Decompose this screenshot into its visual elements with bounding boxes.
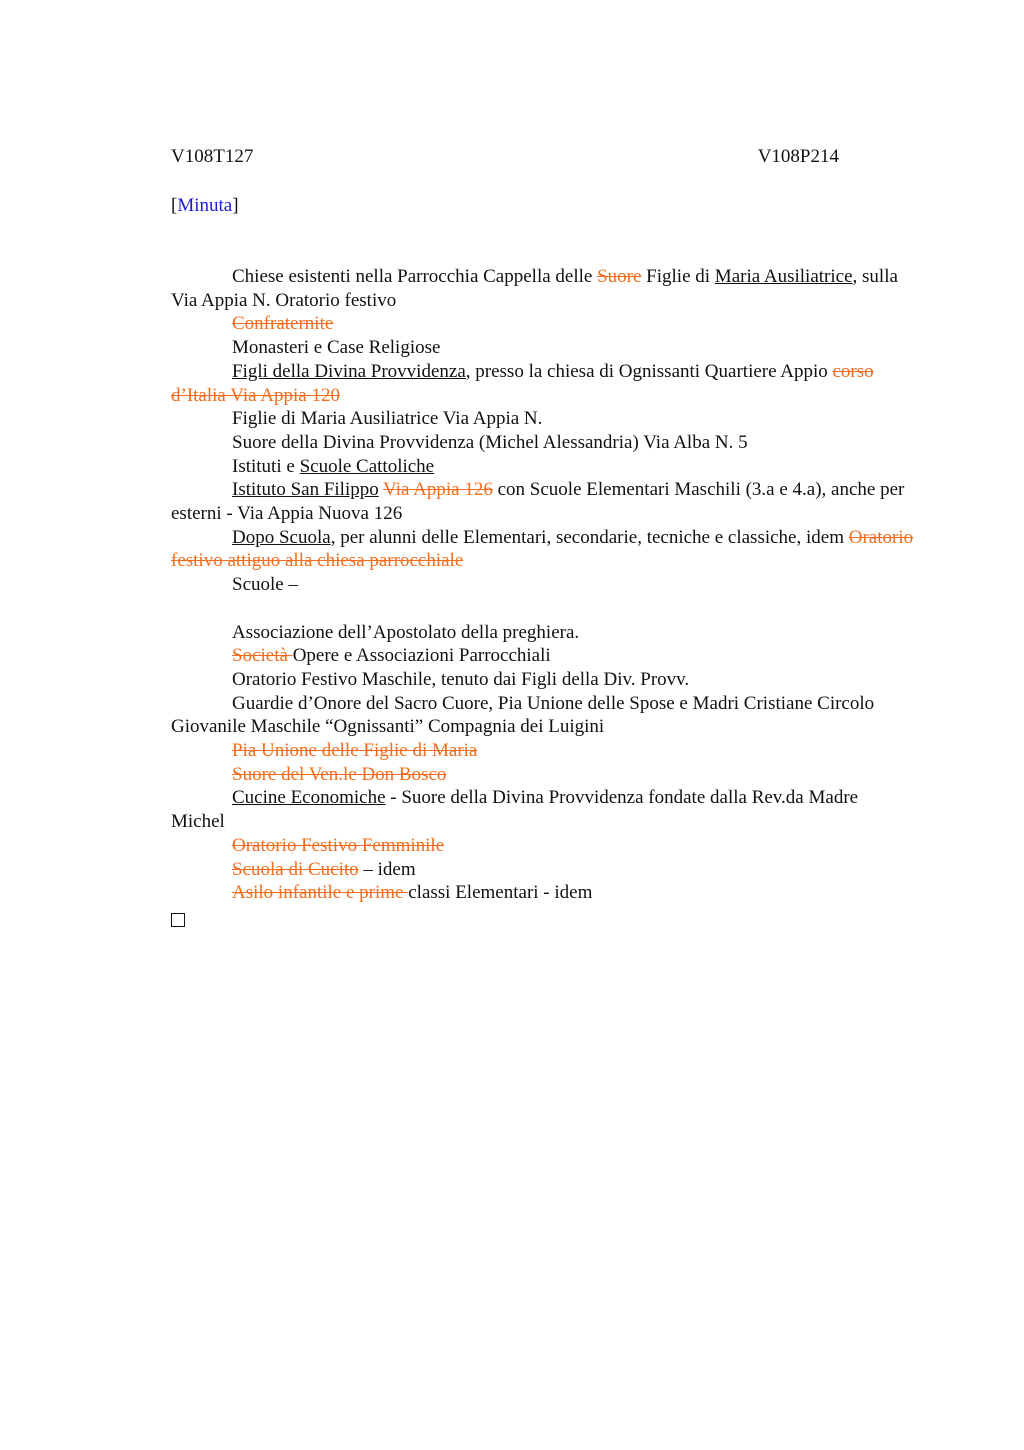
paragraph-suore-divina bbox=[171, 431, 916, 455]
text: classi Elementari - idem bbox=[408, 882, 593, 904]
paragraph-cucine bbox=[171, 786, 916, 833]
paragraph-chiese bbox=[171, 265, 916, 312]
underlined-text: Maria Ausiliatrice bbox=[714, 266, 853, 287]
underlined-text: Cucine Economiche bbox=[232, 787, 386, 809]
underlined-text: Figli della Divina Provvidenza bbox=[232, 360, 466, 382]
deleted-text: Confraternite bbox=[232, 313, 334, 335]
text: Guardie d’Onore del Sacro Cuore, Pia Unione delle Spose e Madri Cristiane Circolo Giovanile Maschile “Ognissanti” Compagnia dei Luigini bbox=[171, 692, 875, 738]
text: Monasteri e Case Religiose bbox=[232, 337, 441, 359]
deleted-text: Scuola di Cucito bbox=[232, 858, 359, 880]
paragraph-asilo bbox=[171, 881, 916, 905]
deleted-text: Suore bbox=[597, 266, 642, 287]
underlined-text: Scuole Cattoliche bbox=[299, 455, 435, 477]
checkbox-empty-icon bbox=[171, 913, 185, 927]
paragraph-associazione bbox=[171, 621, 916, 645]
text: Oratorio Festivo Maschile, tenuto dai Figli della Div. Provv. bbox=[232, 668, 690, 690]
text: , presso la chiesa di Ognissanti Quartiere Appio bbox=[465, 360, 833, 382]
paragraph-opere bbox=[171, 644, 916, 668]
deleted-text: Oratorio festivo attiguo alla chiesa parrocchiale bbox=[171, 526, 914, 572]
paragraph-figli-divina-provvidenza bbox=[171, 360, 916, 407]
text: Associazione dell’Apostolato della preghiera. bbox=[232, 621, 580, 643]
paragraph-scuole bbox=[171, 573, 916, 597]
text: Scuole – bbox=[232, 574, 298, 596]
text: Figlie di bbox=[641, 266, 715, 287]
text: , sulla Via Appia N. Oratorio festivo bbox=[171, 266, 898, 311]
deleted-text: Via Appia 126 bbox=[383, 479, 493, 501]
text: Suore della Divina Provvidenza (Michel Alessandria) Via Alba N. 5 bbox=[232, 431, 748, 453]
paragraph-oratorio-femminile bbox=[171, 834, 916, 858]
header bbox=[171, 146, 839, 170]
end-marker bbox=[171, 905, 916, 934]
paragraph-confraternite bbox=[171, 312, 916, 336]
bracket-close: ] bbox=[232, 195, 239, 216]
document-code-left: V108T127 bbox=[171, 146, 254, 167]
paragraph-monasteri bbox=[171, 336, 916, 360]
paragraph-oratorio-maschile bbox=[171, 668, 916, 692]
text: Chiese esistenti nella Parrocchia Cappella delle bbox=[232, 266, 598, 287]
deleted-text: corso d’Italia Via Appia 120 bbox=[171, 360, 874, 406]
paragraph-istituto-san-filippo bbox=[171, 478, 916, 525]
bracket-open: [ bbox=[171, 195, 178, 216]
blank-line bbox=[171, 597, 916, 621]
paragraph-dopo-scuola bbox=[171, 526, 916, 573]
deleted-text: Oratorio Festivo Femminile bbox=[232, 834, 445, 856]
minuta-label bbox=[171, 195, 239, 217]
deleted-text: Società bbox=[232, 645, 293, 667]
text: Istituti e bbox=[232, 455, 300, 477]
underlined-text: Istituto San Filippo bbox=[232, 479, 379, 501]
paragraph-scuola-cucito bbox=[171, 858, 916, 882]
underlined-text: Dopo Scuola bbox=[232, 526, 331, 548]
text: Opere e Associazioni Parrocchiali bbox=[292, 645, 551, 667]
minuta-link[interactable]: Minuta bbox=[177, 195, 233, 216]
deleted-text: Pia Unione delle Figlie di Maria bbox=[232, 740, 478, 762]
deleted-text: Asilo infantile e prime bbox=[232, 882, 409, 904]
text: , per alunni delle Elementari, secondarie, tecniche e classiche, idem bbox=[330, 526, 849, 548]
text: – idem bbox=[358, 858, 416, 880]
paragraph-figlie-maria bbox=[171, 407, 916, 431]
paragraph-istituti bbox=[171, 455, 916, 479]
text: con Scuole Elementari Maschili (3.a e 4.a), anche per esterni - Via Appia Nuova 126 bbox=[171, 479, 905, 525]
paragraph-pia-unione bbox=[171, 739, 916, 763]
text: Figlie di Maria Ausiliatrice Via Appia N. bbox=[232, 408, 543, 430]
paragraph-suore-don-bosco bbox=[171, 763, 916, 787]
document-code-right: V108P214 bbox=[757, 146, 839, 167]
paragraph-guardie bbox=[171, 692, 916, 739]
text: - Suore della Divina Provvidenza fondate dalla Rev.da Madre Michel bbox=[171, 787, 859, 833]
deleted-text: Suore del Ven.le Don Bosco bbox=[232, 763, 447, 785]
document-body bbox=[171, 265, 916, 934]
